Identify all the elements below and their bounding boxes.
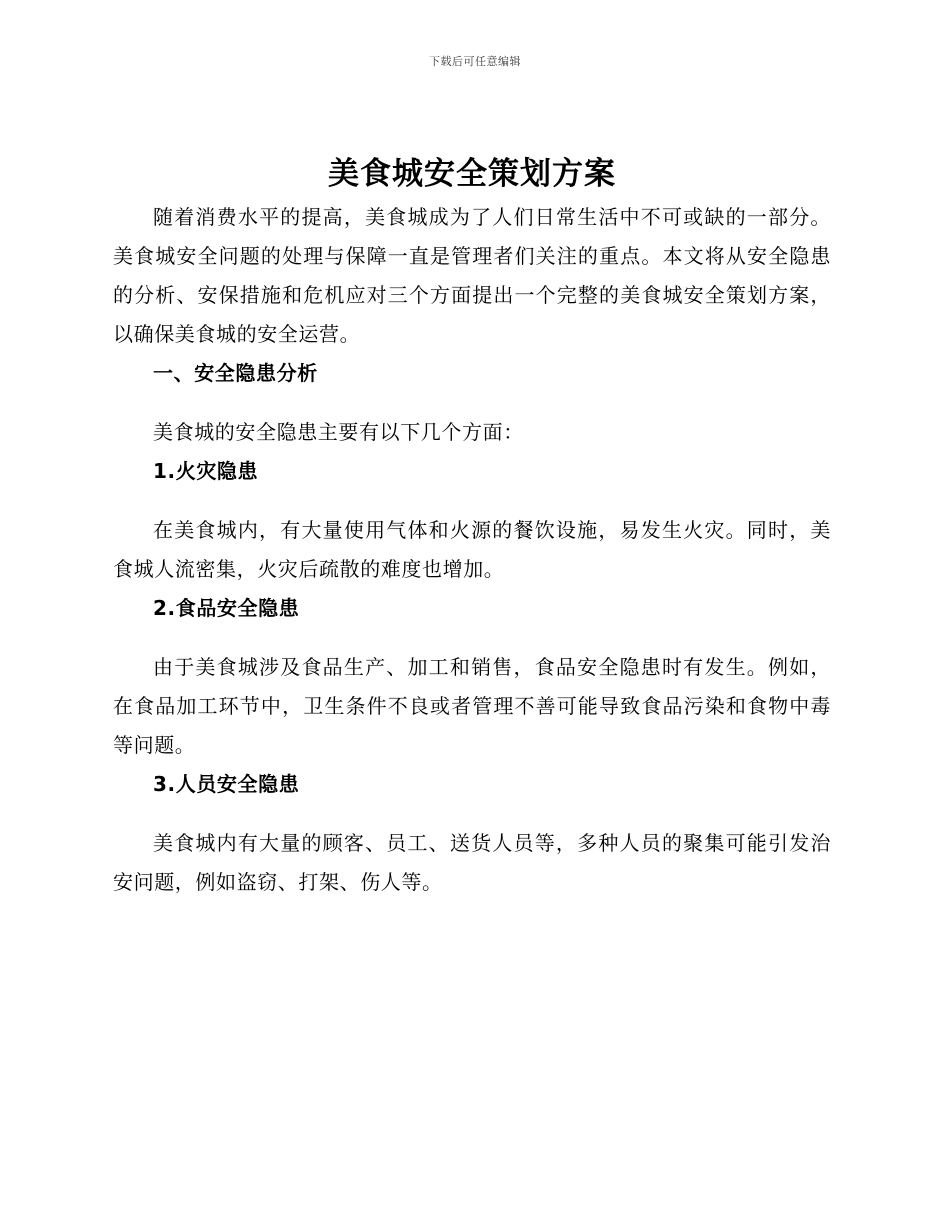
intro-paragraph: 随着消费水平的提高，美食城成为了人们日常生活中不可或缺的一部分。美食城安全问题的处理与保障一直是管理者们关注的重点。本文将从安全隐患的分析、安保措施和危机应对三个方面提出一个完整的美食城安全策划方案，以确保美食城的安全运营。: [113, 205, 831, 346]
document-body: [113, 150, 831, 902]
document-title: 美食城安全策划方案: [328, 156, 616, 192]
paragraph-fire-hazard: 在美食城内，有大量使用气体和火源的餐饮设施，易发生火灾。同时，美食城人流密集，火灾后疏散的难度也增加。: [113, 518, 831, 581]
subheading-food-safety-hazard: 2.食品安全隐患: [153, 596, 300, 620]
section-heading-risk-analysis: 一、安全隐患分析: [153, 361, 318, 385]
paragraph-food-safety-hazard: 由于美食城涉及食品生产、加工和销售，食品安全隐患时有发生。例如，在食品加工环节中，卫生条件不良或者管理不善可能导致食品污染和食物中毒等问题。: [113, 655, 831, 757]
subheading-personnel-safety-hazard: 3.人员安全隐患: [153, 772, 300, 796]
header-note: 下载后可任意编辑: [429, 55, 521, 68]
subheading-fire-hazard: 1.火灾隐患: [153, 459, 259, 483]
section-lead-paragraph: 美食城的安全隐患主要有以下几个方面：: [153, 420, 524, 444]
paragraph-personnel-safety-hazard: 美食城内有大量的顾客、员工、送货人员等，多种人员的聚集可能引发治安问题，例如盗窃、打架、伤人等。: [113, 831, 831, 894]
